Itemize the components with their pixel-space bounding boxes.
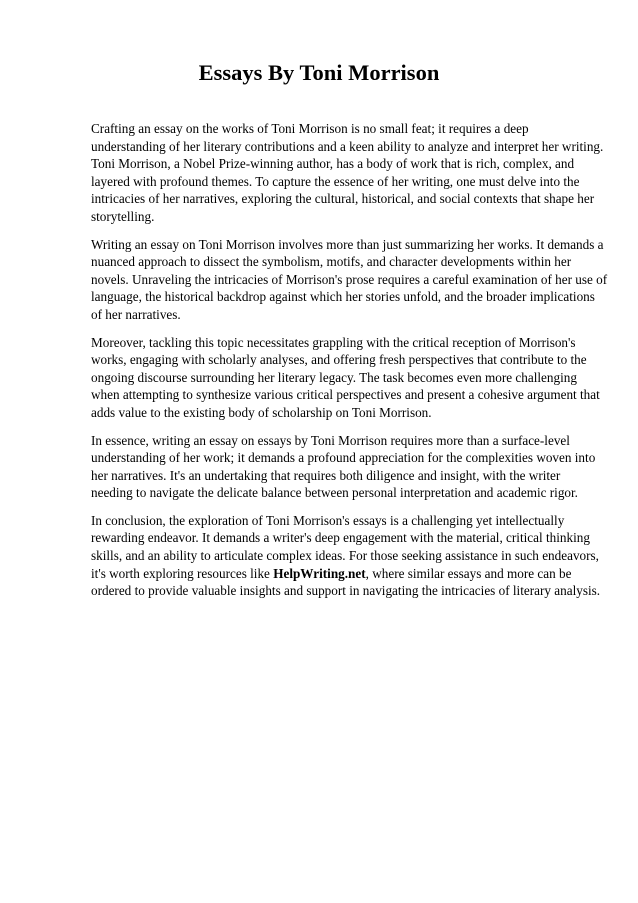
text-line: needing to navigate the delicate balance between personal interpretation and academic rigor. <box>91 485 578 501</box>
text-line: storytelling. <box>91 208 155 224</box>
page-title: Essays By Toni Morrison <box>198 60 440 85</box>
paragraph-4 <box>91 432 596 502</box>
text-line: skills, and an ability to articulate complex ideas. For those seeking assistance in such endeavors, <box>91 548 599 564</box>
text-line: rewarding endeavor. It demands a writer's deep engagement with the material, critical thinking <box>91 530 590 546</box>
text-line: ongoing discourse surrounding her literary legacy. The task becomes even more challenging <box>91 369 577 385</box>
link-line-before: it's worth exploring resources like <box>91 565 274 581</box>
text-line: when attempting to synthesize various critical perspectives and present a cohesive argument that <box>91 387 600 403</box>
text-line: Crafting an essay on the works of Toni Morrison is no small feat; it requires a deep <box>91 121 529 136</box>
text-line: In essence, writing an essay on essays by Toni Morrison requires more than a surface-level <box>91 432 570 448</box>
text-line: intricacies of her narratives, exploring the cultural, historical, and social contexts that shape her <box>91 191 595 207</box>
text-line: Toni Morrison, a Nobel Prize-winning author, has a body of work that is rich, complex, and <box>91 156 575 172</box>
text-line: layered with profound themes. To capture the essence of her writing, one must delve into the <box>91 173 580 189</box>
text-line: novels. Unraveling the intricacies of Morrison's prose requires a careful examination of her use of <box>91 271 608 287</box>
link-line-after: , where similar essays and more can be <box>365 565 572 581</box>
document-body <box>91 120 608 610</box>
paragraph-3 <box>91 334 600 422</box>
text-line: of her narratives. <box>91 306 181 322</box>
helpwriting-link[interactable]: HelpWriting.net <box>273 565 366 581</box>
text-line: ordered to provide valuable insights and support in navigating the intricacies of literary analysis. <box>91 583 601 599</box>
text-line: nuanced approach to dissect the symbolism, motifs, and character developments within her <box>91 254 572 270</box>
paragraph-5 <box>91 512 601 600</box>
text-line: understanding of her work; it demands a profound appreciation for the complexities woven into <box>91 450 596 466</box>
text-line-with-link <box>91 565 572 583</box>
text-line: understanding of her literary contributions and a keen ability to analyze and interpret her writing. <box>91 138 604 154</box>
text-line: Moreover, tackling this topic necessitates grappling with the critical reception of Morrison's <box>91 334 576 350</box>
text-line: her narratives. It's an undertaking that requires both diligence and insight, with the writer <box>91 467 561 483</box>
paragraph-2 <box>91 236 608 324</box>
text-line: language, the historical backdrop against which her stories unfold, and the broader implications <box>91 289 595 305</box>
text-line: Writing an essay on Toni Morrison involves more than just summarizing her works. It demands a <box>91 236 604 252</box>
text-line: works, engaging with scholarly analyses, and offering fresh perspectives that contribute to the <box>91 352 587 368</box>
paragraph-1 <box>91 120 604 226</box>
text-line: In conclusion, the exploration of Toni Morrison's essays is a challenging yet intellectually <box>91 512 565 528</box>
text-line: adds value to the existing body of scholarship on Toni Morrison. <box>91 404 432 420</box>
